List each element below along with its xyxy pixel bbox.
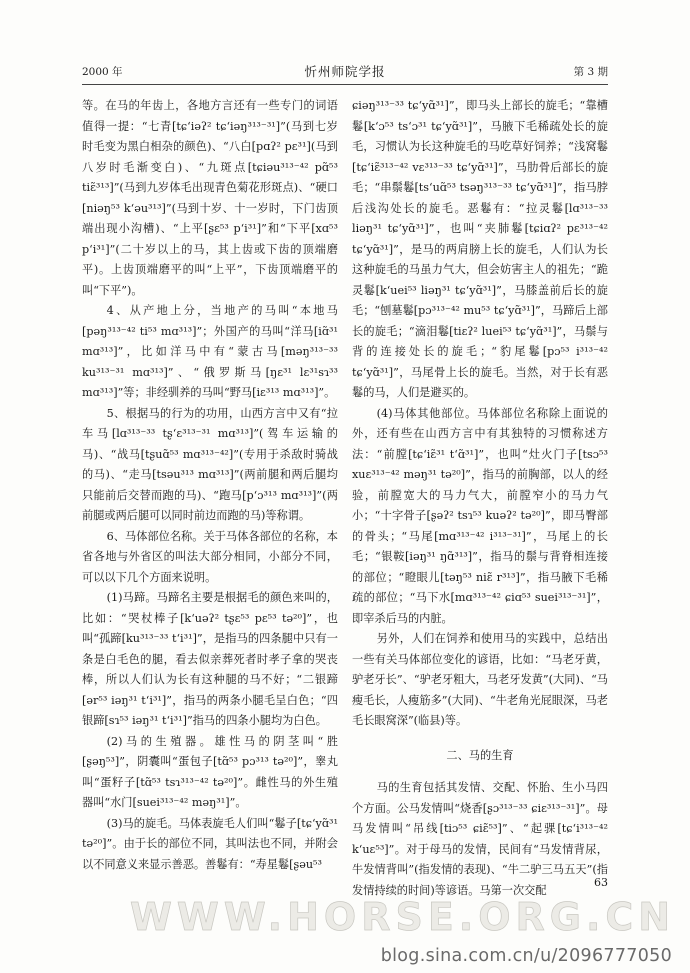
body-paragraph: 等。在马的年齿上，各地方言还有一些专门的词语值得一提：“七青[tɕʻiəʔ² tɕʻiəŋ³¹³⁻³¹]”(马到七岁时毛变为黑白相杂的颜色)、“八白[pɑʔ² pɛ³¹](马到八岁时毛渐变白)、“九斑点[tɕiəu³¹³⁻⁴² pɑ̃⁵³ tiɛ̃³¹³]”(马到九岁体毛出现青色菊花形斑点)、“硬口[niəŋ⁵³ kʻəu³¹³]”(马到十岁、十一岁时，下门齿顶端出现小沟槽)、“上平[ʂɛ⁵³ pʻi³¹]”和“下平[xɑ⁵³ pʻi³¹]”(二十岁以上的马，其上齿或下齿的顶端磨平)。上齿顶端磨平的叫“上平”，下齿顶端磨平的叫“下平”)。 [82,99,338,297]
body-paragraph: 4、从产地上分，当地产的马叫“本地马[pəŋ³¹³⁻⁴² ti⁵³ mɑ³¹³]”；外国产的马叫“洋马[iɑ̃³¹ mɑ³¹³]”，比如洋马中有“蒙古马[məŋ³¹³⁻³³ ku³¹³⁻³¹ mɑ³¹³]”、“俄罗斯马[ŋɛ³¹ lɛ³¹sɿ³³ mɑ³¹³]”等；非经驯养的马叫“野马[iɛ³¹³ mɑ³¹³]”。 [82,304,338,399]
body-paragraph: (1)马蹄。马蹄名主要是根据毛的颜色来叫的，比如：“哭杖棒子[kʻuəʔ² tʂɛ⁵³ pɛ⁵³ tə²⁰]”，也叫“孤蹄[ku³¹³⁻³³ tʻi³¹]”，是指马的四条腿中只有一条是白毛色的腿，看去似亲葬死者时孝子拿的哭丧棒，所以人们认为长有这种腿的马不好；“二银蹄[ər⁵³ iəŋ³¹ tʻi³¹]”，指马的两条小腿毛呈白色；“四银蹄[sɿ⁵³ iəŋ³¹ tʻi³¹]”指马的四条小腿均为白色。 [82,591,338,727]
body-paragraph: 5、根据马的行为的功用，山西方言中又有“拉车马[lɑ³¹³⁻³³ tʂʻɛ³¹³⁻³¹ mɑ³¹³]”(驾车运输的马)、“战马[tʂuɑ̃⁵³ mɑ³¹³⁻⁴²]”(专用于杀敌时骑战的马)、“走马[tsəu³¹³ mɑ³¹³]”(两前腿和两后腿均只能前后交替而跑的马)、“跑马[pʻɔ³¹³ mɑ³¹³]”(两前腿或两后腿可以同时前边而跑的马)等称谓。 [82,406,338,522]
header-rule [82,84,608,85]
left-column [82,96,338,875]
section-heading: 二、马的生育 [446,748,514,762]
body-paragraph: 马的生育包括其发情、交配、怀胎、生小马四个方面。公马发情叫“烧香[ʂɔ³¹³⁻³³ ɕiɛ³¹³⁻³¹]”。母马发情叫“吊线[tiɔ⁵³ ɕiɛ̃⁵³]”、“起骒[tɕʻi³¹³⁻⁴² kʻuɛ⁵³]”。对于母马的发情，民间有“马发情背尿，牛发情背叫”(指发情的表现)、“牛二驴三马五天”(指发情持续的时间)等谚语。马第一次交配 [352,781,608,897]
right-column [352,96,608,901]
site-watermark: WWW.HORSE.ORG.CN [130,895,676,939]
header-journal-title: 忻州师院学报 [304,64,386,79]
body-paragraph: (2)马的生殖器。雄性马的阴茎叫“胜[ʂəŋ⁵³]”，阴囊叫“蛋包子[tɑ̃⁵³ pɔ³¹³ tə²⁰]”，睾丸叫“蛋籽子[tɑ̃⁵³ tsɿ³¹³⁻⁴² tə²⁰]”。雌性马的外生殖器叫“水门[suei³¹³⁻⁴² məŋ³¹]”。 [82,734,338,809]
header-year: 2000 年 [82,66,123,78]
body-paragraph: (4)马体其他部位。马体部位名称除上面说的外，还有些在山西方言中有其独特的习惯称述方法：“前膛[tɕʻiɛ̃³¹ tʻɑ̃³¹]”，也叫“灶火门子[tsɔ⁵³ xuɛ³¹³⁻⁴² məŋ³¹ tə²⁰]”，指马的前胸部，以人的经验，前膛宽大的马力气大，前膛窄小的马力气小；“十字骨子[ʂəʔ² tsɿ⁵³ kuəʔ² tə²⁰]”，即马臀部的骨头；“马尾[mɑ³¹³⁻⁴² i³¹³⁻³¹]”，马尾上的长毛；“银鞍[iəŋ³¹ ŋɑ̃³¹³]”，指马的鬃与背脊相连接的部位；“瞪眼儿[təŋ⁵³ niɛ̃ r³¹³]”，指马腋下毛稀疏的部位；“马下水[mɑ³¹³⁻⁴² ɕiɑ⁵³ suei³¹³⁻³¹]”，即宰杀后马的内脏。 [352,406,608,625]
blog-watermark: blog.sina.com.cn/u/2096777050 [380,946,672,966]
page-number: 63 [594,876,608,889]
header-issue: 第 3 期 [573,66,608,78]
body-paragraph: ɕiəŋ³¹³⁻³³ tɕʻyɑ̃³¹]”，即马头上部长的旋毛；“靠槽鬈[kʻɔ⁵³ tsʻɔ³¹ tɕʻyɑ̃³¹]”，马腋下毛稀疏处长的旋毛，习惯认为长这种旋毛的马吃草好饲养；“浅窝鬈[tɕʻiɛ̃³¹³⁻⁴² vɛ³¹³⁻³³ tɕʻyɑ̃³¹]”，马肋骨后部长的旋毛；“串鬃鬈[tsʻuɑ̃⁵³ tsəŋ³¹³⁻³³ tɕʻyɑ̃³¹]”，指马脖后浅沟处长的旋毛。恶鬈有：“拉灵鬈[lɑ³¹³⁻³³ liəŋ³¹ tɕʻyɑ̃³¹]”，也叫“夹肺鬈[tɕiɑʔ² pɛ³¹³⁻⁴² tɕʻyɑ̃³¹]”，是马的两肩膀上长的旋毛，人们认为长这种旋毛的马虽力气大，但会妨害主人的祖先；“跪灵鬈[kʻuei⁵³ liəŋ³¹ tɕʻyɑ̃³¹]”，马膝盖前后长的旋毛；“刨墓鬈[pɔ³¹³⁻⁴² mu⁵³ tɕʻyɑ̃³¹]”，马蹄后上部长的旋毛；“滴泪鬈[tiɛʔ² luei⁵³ tɕʻyɑ̃³¹]”，马鬃与背的连接处长的旋毛；“豹尾鬈[pɔ⁵³ i³¹³⁻⁴² tɕʻyɑ̃³¹]”，马尾骨上长的旋毛。当然，对于长有恶鬈的马，人们是避买的。 [352,99,608,399]
running-header [82,64,608,82]
body-paragraph: (3)马的旋毛。马体表旋毛人们叫“鬈子[tɕʻyɑ̃³¹ tə²⁰]”。由于长的部位不同，其叫法也不同，并附会以不同意义来显示善恶。善鬈有：“寿星鬈[ʂəu⁵³ [82,816,338,871]
body-paragraph: 6、马体部位名称。关于马体各部位的名称，本省各地与外省区的叫法大部分相同，小部分不同，可以以下几个方面来说明。 [82,529,338,584]
body-paragraph: 另外，人们在饲养和使用马的实践中，总结出一些有关马体部位变化的谚语，比如：“马老牙黄，驴老牙长”、“驴老牙粗大，马老牙发黄”(大同)、“马瘦毛长，人瘦筋多”(大同)、“牛老角光屁眼深，马老毛长眼窝深”(临县)等。 [352,632,608,727]
